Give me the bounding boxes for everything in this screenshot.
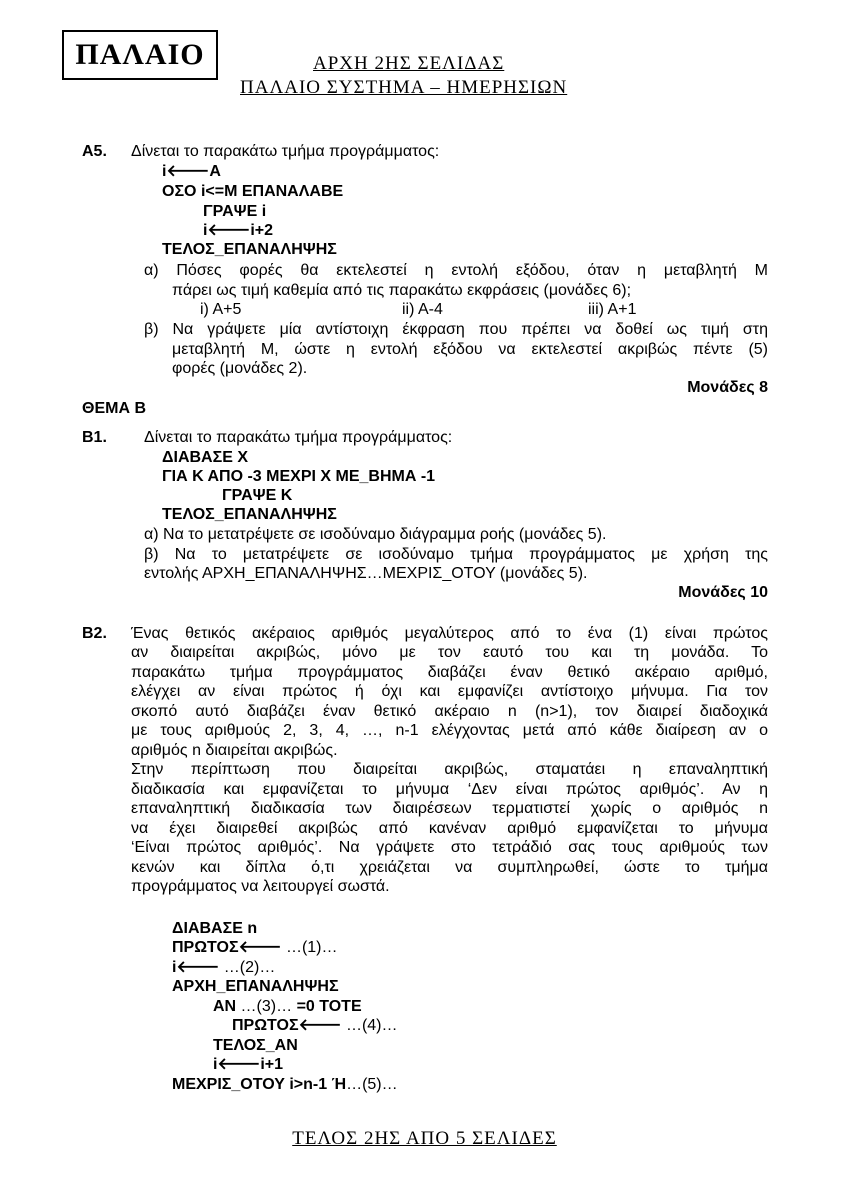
b1-code-line: ΓΙΑ Κ ΑΠΟ -3 ΜΕΧΡΙ Χ ΜΕ_ΒΗΜΑ -1 <box>162 468 436 485</box>
b1-question-b-cont: εντολής ΑΡΧΗ_ΕΠΑΝΑΛΗΨΗΣ…ΜΕΧΡΙΣ_ΟΤΟΥ (μονάδες 5). <box>144 565 588 582</box>
a5-code-line: i🡐A <box>162 163 221 180</box>
b1-question-a: α) Να το μετατρέψετε σε ισοδύναμο διάγραμμα ροής (μονάδες 5). <box>144 526 607 543</box>
a5-question-a-cont: πάρει ως τιμή καθεμία από τις παρακάτω εκφράσεις (μονάδες 6); <box>172 282 632 299</box>
b2-code-line: ΜΕΧΡΙΣ_ΟΤΟΥ i>n-1 Ή…(5)… <box>172 1076 398 1093</box>
a5-option-1: i) A+5 <box>200 301 242 318</box>
b1-code-line: ΓΡΑΨΕ Κ <box>222 487 293 504</box>
b2-text-line: προγράμματος να λειτουργεί σωστά. <box>131 878 390 895</box>
b2-code-line: i🡐i+1 <box>213 1056 284 1073</box>
b2-text-line: Στην περίπτωση που διαιρείται ακριβώς, σταματάει η επαναληπτική <box>131 761 768 778</box>
a5-code-line: ΤΕΛΟΣ_ΕΠΑΝΑΛΗΨΗΣ <box>162 241 337 258</box>
a5-question-b: β) Να γράψετε μία αντίστοιχη έκφραση που πρέπει να δοθεί ως τιμή στη <box>144 321 768 338</box>
b2-code-line: ΑΡΧΗ_ΕΠΑΝΑΛΗΨΗΣ <box>172 978 339 995</box>
a5-label: Α5. <box>82 143 107 160</box>
b2-text-line: να έχει διαιρεθεί ακριβώς από κανέναν αριθμό εμφανίζεται το μήνυμα <box>131 820 768 837</box>
b2-text-line: αριθμός n διαιρείται ακριβώς. <box>131 742 338 759</box>
b2-text-line: αν διαιρείται ακριβώς, μόνο με τον εαυτό του και τη μονάδα. Το <box>131 644 768 661</box>
page-footer: ΤΕΛΟΣ 2ΗΣ ΑΠΟ 5 ΣΕΛΙΔΕΣ <box>292 1128 557 1149</box>
a5-points: Μονάδες 8 <box>687 379 768 396</box>
a5-code-line: ΟΣΟ i<=M ΕΠΑΝΑΛΑΒΕ <box>162 183 344 200</box>
a5-option-3: iii) A+1 <box>588 301 637 318</box>
a5-option-2: ii) A-4 <box>402 301 443 318</box>
b1-question-b: β) Να το μετατρέψετε σε ισοδύναμο τμήμα προγράμματος με χρήση της <box>144 546 768 563</box>
b2-code-line: ΔΙΑΒΑΣΕ n <box>172 920 258 937</box>
b2-code-line: ΤΕΛΟΣ_ΑΝ <box>213 1037 298 1054</box>
b2-text-line: με τους αριθμούς 2, 3, 4, …, n-1 ελέγχοντας μετά από κάθε διαίρεση αν ο <box>131 722 768 739</box>
b2-text-line: σκοπό αυτό διαβάζει έναν θετικό ακέραιο n (n>1), τον διαιρεί διαδοχικά <box>131 703 768 720</box>
a5-code-line: ΓΡΑΨΕ i <box>203 203 267 220</box>
b2-code-line: ΑΝ …(3)… =0 ΤΟΤΕ <box>213 998 362 1015</box>
b2-text-line: κενών και δίπλα ό,τι χρειάζεται να συμπληρωθεί, ώστε το τμήμα <box>131 859 768 876</box>
b2-code-line: i🡐 …(2)… <box>172 959 276 976</box>
a5-question-a: α) Πόσες φορές θα εκτελεστεί η εντολή εξόδου, όταν η μεταβλητή Μ <box>144 262 768 279</box>
section-title: ΘΕΜΑ Β <box>82 400 146 417</box>
b2-text-line: διαδικασία και εμφανίζεται το μήνυμα ‘Δεν είναι πρώτος αριθμός’. Αν η <box>131 781 768 798</box>
b2-label: Β2. <box>82 625 107 642</box>
b1-points: Μονάδες 10 <box>678 584 768 601</box>
a5-intro: Δίνεται το παρακάτω τμήμα προγράμματος: <box>131 143 440 160</box>
b2-text-line: ελέγχει αν είναι πρώτος ή όχι και εμφανίζει αντίστοιχο μήνυμα. Για τον <box>131 683 768 700</box>
page-stamp: ΠΑΛΑΙΟ <box>62 30 218 80</box>
header-line-1: ΑΡΧΗ 2ΗΣ ΣΕΛΙΔΑΣ <box>313 53 505 74</box>
b1-intro: Δίνεται το παρακάτω τμήμα προγράμματος: <box>144 429 453 446</box>
b1-code-line: ΔΙΑΒΑΣΕ Χ <box>162 449 248 466</box>
b2-text-line: παρακάτω τμήμα προγράμματος διαβάζει έναν θετικό ακέραιο αριθμό, <box>131 664 768 681</box>
a5-code-line: i🡐i+2 <box>203 222 274 239</box>
b2-code-line: ΠΡΩΤΟΣ🡐 …(1)… <box>172 939 338 956</box>
b2-text-line: επαναληπτική διαδικασία των διαιρέσεων τερματιστεί χωρίς ο αριθμός n <box>131 800 768 817</box>
b2-code-line: ΠΡΩΤΟΣ🡐 …(4)… <box>232 1017 398 1034</box>
b1-code-line: ΤΕΛΟΣ_ΕΠΑΝΑΛΗΨΗΣ <box>162 506 337 523</box>
b2-text-line: Ένας θετικός ακέραιος αριθμός μεγαλύτερος από το ένα (1) είναι πρώτος <box>131 625 768 642</box>
b1-label: Β1. <box>82 429 107 446</box>
a5-question-b-cont: μεταβλητή Μ, ώστε η εντολή εξόδου να εκτελεστεί ακριβώς πέντε (5) <box>172 341 768 358</box>
a5-question-b-cont: φορές (μονάδες 2). <box>172 360 308 377</box>
b2-text-line: ‘Είναι πρώτος αριθμός’. Να γράψετε στο τετράδιό σας τους αριθμούς των <box>131 839 768 856</box>
header-line-2: ΠΑΛΑΙΟ ΣΥΣΤΗΜΑ – ΗΜΕΡΗΣΙΩΝ <box>240 77 568 98</box>
